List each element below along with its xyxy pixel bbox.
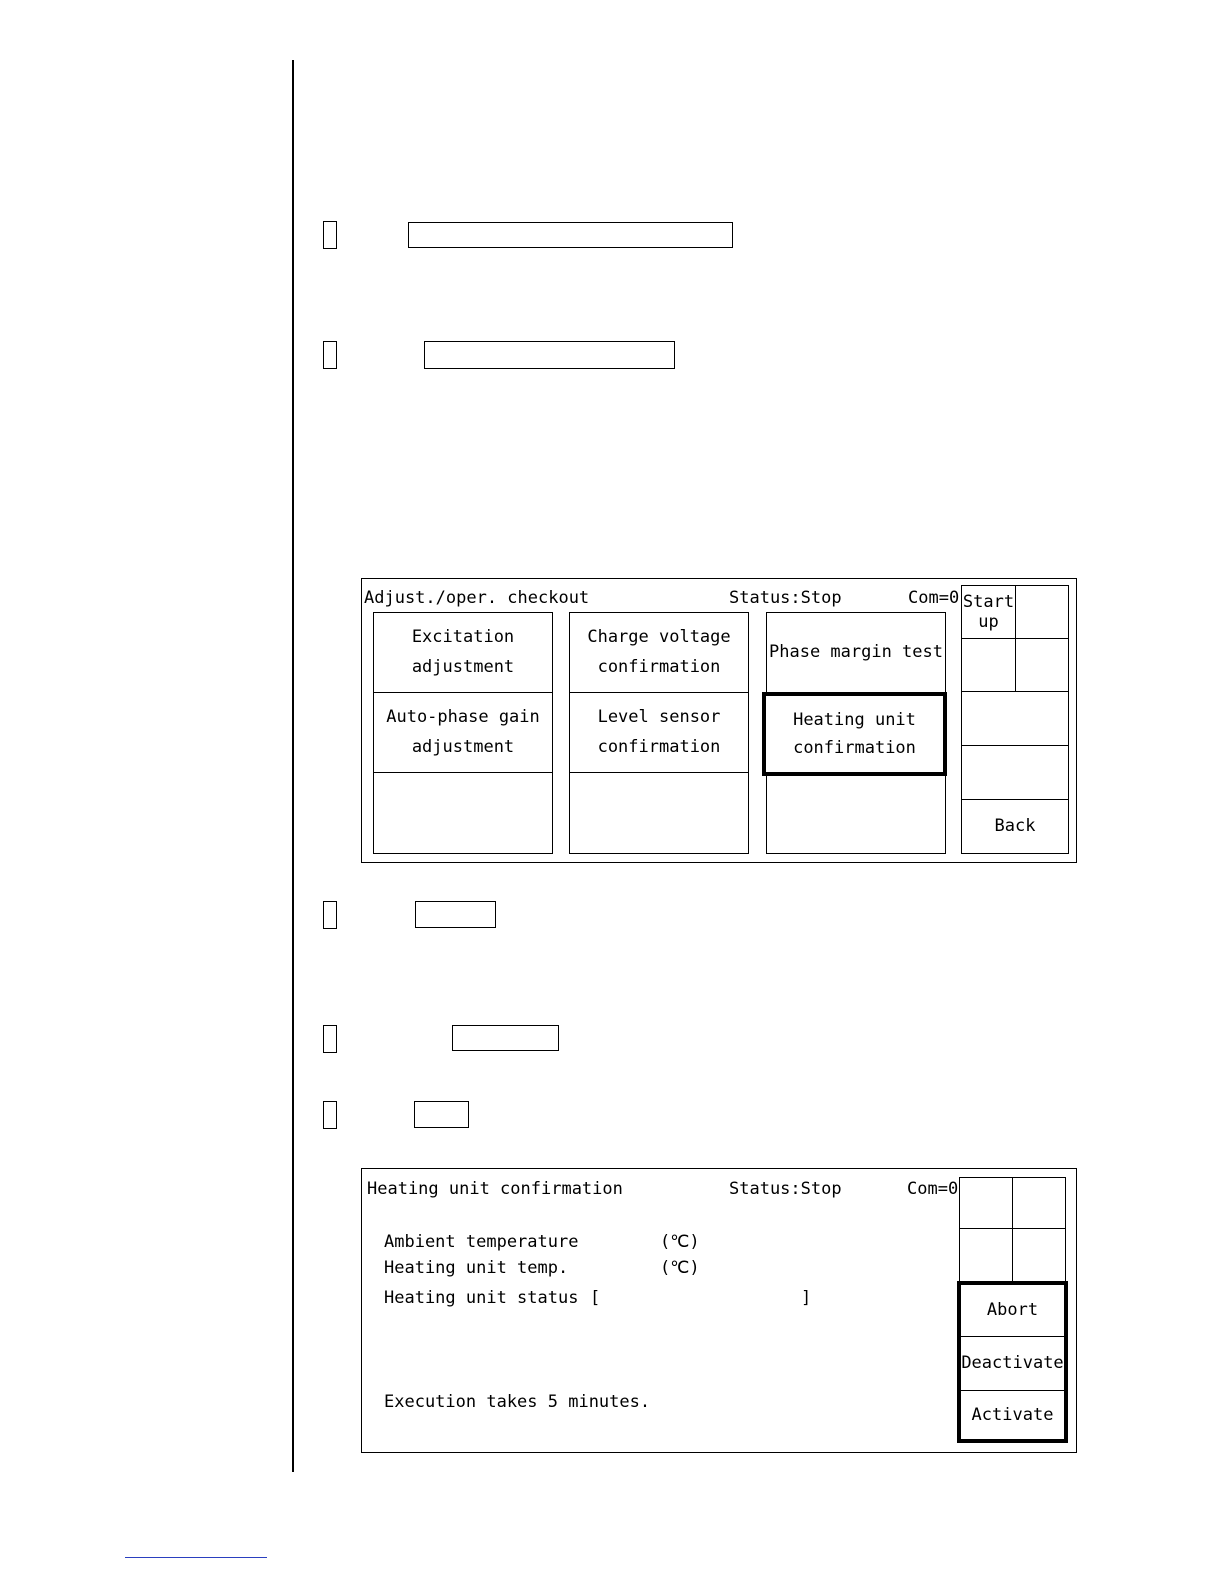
step-marker-1 xyxy=(323,221,337,249)
excitation-adjustment-button[interactable] xyxy=(373,612,553,693)
auto-phase-gain-adjustment-button[interactable] xyxy=(373,692,553,773)
checkout-screen xyxy=(361,578,1077,863)
status-text: Status:Stop xyxy=(729,588,842,608)
empty-button-3[interactable] xyxy=(766,772,946,854)
side-key-empty[interactable] xyxy=(961,638,1016,692)
step-marker-3 xyxy=(323,901,337,929)
side-key-empty[interactable] xyxy=(1015,638,1069,692)
button-label: Level sensor xyxy=(597,707,721,728)
ambient-temperature-label: Ambient temperature xyxy=(384,1232,579,1252)
side-key-empty[interactable] xyxy=(1012,1228,1066,1282)
button-label: adjustment xyxy=(411,736,515,757)
status-text: Status:Stop xyxy=(729,1179,842,1199)
level-sensor-confirmation-button[interactable] xyxy=(569,692,749,773)
button-label: Excitation xyxy=(411,627,515,648)
empty-button-1[interactable] xyxy=(373,772,553,854)
charge-voltage-confirmation-button[interactable] xyxy=(569,612,749,693)
button-label: adjustment xyxy=(411,656,515,677)
side-key-empty[interactable] xyxy=(959,1177,1013,1229)
empty-button-2[interactable] xyxy=(569,772,749,854)
heating-unit-temp-label: Heating unit temp. xyxy=(384,1258,569,1278)
button-label: confirmation xyxy=(597,656,721,677)
margin-rule xyxy=(292,60,294,1472)
deactivate-button[interactable] xyxy=(961,1337,1064,1391)
side-key-empty[interactable] xyxy=(961,745,1069,800)
heating-unit-screen xyxy=(361,1168,1077,1453)
abort-button[interactable] xyxy=(961,1285,1064,1337)
side-key-empty[interactable] xyxy=(961,691,1069,746)
status-bracket-open: [ xyxy=(590,1288,601,1308)
button-label: Back xyxy=(994,816,1036,836)
heating-unit-temp-unit: (℃) xyxy=(660,1258,700,1278)
button-label: Auto-phase gain xyxy=(386,707,540,728)
button-label: Activate xyxy=(971,1404,1054,1425)
phase-margin-test-button[interactable] xyxy=(766,612,946,693)
activate-button[interactable] xyxy=(961,1391,1064,1439)
side-key-empty[interactable] xyxy=(959,1228,1013,1282)
side-key-empty[interactable] xyxy=(1012,1177,1066,1229)
blank-field-4 xyxy=(452,1025,559,1051)
action-button-group xyxy=(957,1281,1068,1443)
button-label: Heating unit xyxy=(793,709,916,730)
step-marker-4 xyxy=(323,1025,337,1053)
side-key-empty[interactable] xyxy=(1015,585,1069,639)
screen-title: Adjust./oper. checkout xyxy=(364,588,590,608)
screen-title: Heating unit confirmation xyxy=(367,1179,623,1199)
button-label: Abort xyxy=(986,1300,1039,1320)
step-marker-2 xyxy=(323,341,337,369)
back-button[interactable] xyxy=(961,799,1069,854)
blank-field-1 xyxy=(408,222,733,248)
com-text: Com=0 xyxy=(907,1179,959,1199)
heating-unit-confirmation-button[interactable] xyxy=(762,692,947,776)
step-marker-5 xyxy=(323,1101,337,1129)
footer-rule xyxy=(125,1557,267,1558)
button-label: Deactivate xyxy=(961,1353,1064,1373)
button-label: confirmation xyxy=(597,736,721,757)
button-label: up xyxy=(978,611,999,632)
blank-field-5 xyxy=(414,1101,469,1128)
button-label: Charge voltage xyxy=(587,627,731,648)
status-bracket-close: ] xyxy=(801,1288,812,1308)
button-label: confirmation xyxy=(793,737,916,758)
startup-button[interactable] xyxy=(961,585,1016,639)
button-label: Start xyxy=(962,591,1015,612)
com-text: Com=0 xyxy=(908,588,960,608)
heating-unit-status-label: Heating unit status xyxy=(384,1288,579,1308)
blank-field-2 xyxy=(424,341,675,369)
ambient-temperature-unit: (℃) xyxy=(660,1232,700,1252)
blank-field-3 xyxy=(415,901,496,928)
button-label: Phase margin test xyxy=(769,642,943,662)
execution-note: Execution takes 5 minutes. xyxy=(384,1392,651,1412)
